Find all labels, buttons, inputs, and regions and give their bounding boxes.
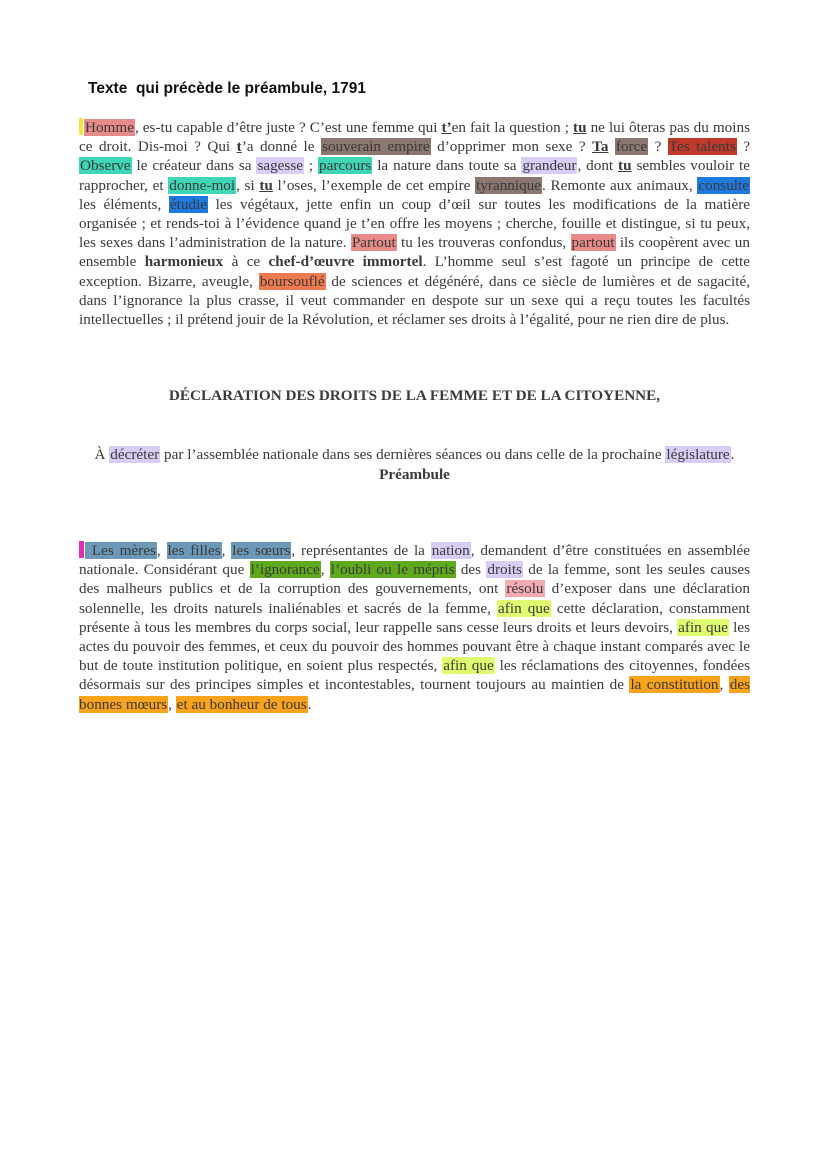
text-run xyxy=(608,138,614,155)
highlight: les sœurs xyxy=(232,542,291,559)
emphasis: t’ xyxy=(441,119,452,136)
highlight: nation xyxy=(431,542,470,559)
text-run: , demandent d’être constituées en assemblée nationale. Considérant que xyxy=(79,542,750,579)
text-run: ’a donné le xyxy=(241,138,321,156)
emphasis: tu xyxy=(573,119,587,136)
emphasis: tu xyxy=(618,157,632,175)
highlight: parcours xyxy=(319,157,372,175)
yellow-margin-marker xyxy=(79,118,83,135)
text-run: la nature dans toute sa xyxy=(372,157,522,175)
text-run: , xyxy=(719,676,729,694)
text-run: d’opprimer mon sexe ? xyxy=(430,138,593,156)
highlight: l’oubli ou le mépris xyxy=(330,561,455,579)
highlight: Tes talents xyxy=(668,138,736,156)
subtitle-block xyxy=(79,445,750,484)
preambule-paragraph xyxy=(79,541,750,714)
text-run: cette déclaration, constamment présente à tous les membres du corps social, leur rappelle sans cesse leurs droits et leurs devoirs, xyxy=(79,599,751,636)
highlight: sagesse xyxy=(257,157,303,175)
highlight: grandeur xyxy=(522,157,577,175)
text-run: à ce xyxy=(223,253,269,271)
text-run: , xyxy=(320,561,330,579)
text-run: , si xyxy=(236,176,260,194)
declaration-heading: DÉCLARATION DES DROITS DE LA FEMME ET DE LA CITOYENNE, xyxy=(168,387,661,404)
text-run: l’oses, l’exemple de cet empire xyxy=(272,176,476,194)
bold-text: harmonieux xyxy=(144,253,224,271)
text-run: les végétaux, jette enfin un coup d’œil sur toutes les modifications de la matière organisée ; et rends-toi à l’évidence quand je t’en offre les moyens ; cherche, fouille et distingue, si tu peux, les sexes dans l’administration de la nature. xyxy=(79,195,751,252)
text-run: , xyxy=(221,542,232,559)
text-run: d’exposer dans une déclaration solennelle, les droits naturels inaliénables et sacrés de la femme, xyxy=(79,580,750,617)
highlight: afin que xyxy=(678,618,728,636)
highlight: l’ignorance xyxy=(250,561,320,579)
text-run: , es-tu capable d’être juste ? C’est une femme qui xyxy=(134,119,442,136)
emphasis: Ta xyxy=(592,138,609,156)
text-run: tu les trouveras confondus, xyxy=(396,234,571,252)
highlight: Observe xyxy=(80,157,131,175)
highlight: législature xyxy=(666,446,730,463)
highlight: des bonnes mœurs xyxy=(79,676,750,713)
emphasis: tu xyxy=(259,176,273,194)
text-run: ; xyxy=(304,157,319,175)
text-run: . xyxy=(730,446,735,463)
text-run: les actes du pouvoir des femmes, et ceux du pouvoir des hommes pouvant être à chaque instant comparés avec le but de toute institution politique, en soient plus respectés, xyxy=(79,618,751,675)
document-title: Texte qui précède le préambule, 1791 xyxy=(88,80,366,97)
highlight: droits xyxy=(487,561,522,579)
text-run: À xyxy=(94,446,110,463)
text-run: , xyxy=(156,542,167,559)
intro-paragraph xyxy=(79,118,750,329)
emphasis: t xyxy=(236,138,242,156)
text-run: . L’homme seul s’est fagoté un principe de cette exception. Bizarre, aveugle, xyxy=(79,253,750,290)
text-run: des xyxy=(455,561,487,579)
subtitle-line xyxy=(79,445,750,465)
text-run: , xyxy=(168,695,176,713)
text-run: en fait la question ; xyxy=(451,119,574,136)
text-run: . xyxy=(307,695,312,713)
text-run: ne lui ôteras pas du moins ce droit. Dis-moi ? Qui xyxy=(79,119,750,156)
highlight: souverain empire xyxy=(321,138,430,156)
text-run: de la femme, sont les seules causes des malheurs publics et de la corruption des gouvernements, ont xyxy=(79,561,751,598)
highlight: force xyxy=(615,138,648,156)
highlight: tyrannique xyxy=(476,176,542,194)
text-run: de sciences et dégénéré, dans ce siècle de lumières et de sagacité, dans l’ignorance la plus crasse, il veut commander en despote sur un sexe qui a reçu toutes les facultés intellectuelles ; il prétend jouir de la Révolution, et réclamer ses droits à l’égalité, pour ne rien dire de plus. xyxy=(79,272,751,329)
text-run: ils coopèrent avec un ensemble xyxy=(79,234,750,271)
highlight: afin que xyxy=(498,599,550,617)
text-run: , représentantes de la xyxy=(291,542,431,559)
highlight: la constitution xyxy=(630,676,719,694)
highlight: afin que xyxy=(443,657,494,675)
highlight: consulte xyxy=(698,176,749,194)
text-run: par l’assemblée nationale dans ses dernières séances ou dans celle de la prochaine xyxy=(160,446,666,463)
highlight: Partout xyxy=(351,234,396,252)
text-run: ? xyxy=(648,138,668,156)
preambule-heading: Préambule xyxy=(379,465,450,483)
bold-text: chef-d’œuvre immortel xyxy=(268,253,423,271)
text-run: sembles vouloir te rapprocher, et xyxy=(79,157,750,194)
highlight: et au bonheur de tous xyxy=(176,695,307,713)
highlight: étudie xyxy=(169,195,207,213)
magenta-margin-marker xyxy=(79,541,84,558)
highlight: décréter xyxy=(110,446,160,463)
highlight: Homme xyxy=(85,119,134,136)
text-run: ? xyxy=(736,138,750,156)
text-run: les réclamations des citoyennes, fondées désormais sur des principes simples et incontestables, tournent toujours au maintien de xyxy=(79,657,750,694)
text-run: le créateur dans sa xyxy=(131,157,257,175)
highlight: partout xyxy=(571,234,615,252)
highlight: Les mères xyxy=(86,542,156,559)
highlight: les filles xyxy=(167,542,221,559)
text-run: , dont xyxy=(577,157,619,175)
text-run: . Remonte aux animaux, xyxy=(542,176,698,194)
highlight: boursouflé xyxy=(259,272,325,290)
highlight: donne-moi xyxy=(169,176,236,194)
highlight: résolu xyxy=(506,580,544,598)
text-run: les éléments, xyxy=(79,195,169,213)
